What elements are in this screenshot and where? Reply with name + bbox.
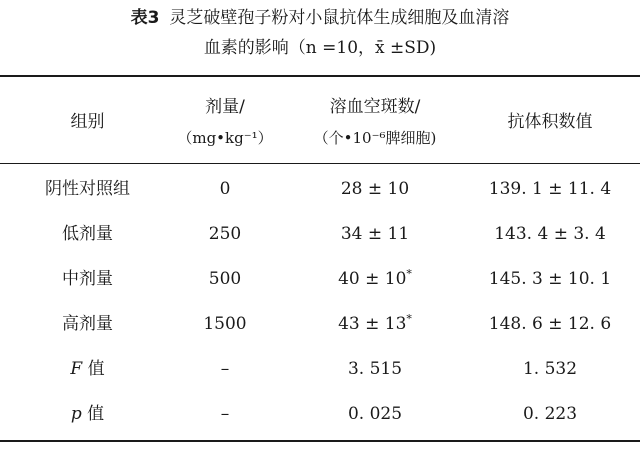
- row-5-plaque: 3. 515: [347, 359, 403, 379]
- row-3-antibody: 145. 3 ± 10. 1: [488, 269, 612, 289]
- row-3-plaque: 40 ± 10*: [338, 267, 412, 289]
- row-4-dose: 1500: [203, 314, 247, 334]
- table-top-rule: [0, 75, 640, 77]
- header-dose-title: 剂量/: [205, 97, 245, 117]
- row-6-antibody: 0. 223: [522, 404, 578, 424]
- row-5-antibody: 1. 532: [522, 359, 578, 379]
- row-5-dose: –: [220, 359, 230, 379]
- table-header-rule: [0, 163, 640, 164]
- table-caption-line2: [0, 38, 640, 58]
- table-title-line1: 灵芝破壁孢子粉对小鼠抗体生成细胞及血清溶: [169, 8, 510, 28]
- row-2-dose: 250: [208, 224, 242, 244]
- row-1-group: 阴性对照组: [45, 179, 130, 199]
- row-4-group: 高剂量: [62, 314, 113, 334]
- header-plaque-title: 溶血空斑数/: [329, 97, 421, 117]
- row-6-plaque: 0. 025: [347, 404, 403, 424]
- row-6-dose: –: [220, 404, 230, 424]
- row-2-antibody: 143. 4 ± 3. 4: [494, 224, 606, 244]
- table-label: 表3: [130, 8, 160, 28]
- row-1-plaque: 28 ± 10: [340, 179, 410, 199]
- row-4-antibody: 148. 6 ± 12. 6: [488, 314, 612, 334]
- table-caption-line1: [0, 8, 640, 28]
- row-5-group: F 值: [70, 359, 105, 379]
- table-stats-note: （n =10，x̄ ±SD): [288, 38, 437, 58]
- row-3-group: 中剂量: [62, 269, 113, 289]
- row-4-plaque: 43 ± 13*: [338, 312, 412, 334]
- header-antibody: 抗体积数值: [507, 112, 593, 132]
- header-group: 组别: [70, 112, 105, 132]
- row-2-plaque: 34 ± 11: [340, 224, 410, 244]
- row-1-dose: 0: [219, 179, 231, 199]
- table-title-line2: 血素的影响: [203, 38, 289, 58]
- row-3-dose: 500: [208, 269, 242, 289]
- header-dose-unit: （mg•kg⁻¹）: [177, 129, 273, 147]
- header-plaque-unit: （个•10⁻⁶脾细胞): [313, 129, 437, 147]
- row-6-group: p 值: [70, 404, 105, 424]
- row-1-antibody: 139. 1 ± 11. 4: [488, 179, 612, 199]
- row-2-group: 低剂量: [62, 224, 113, 244]
- table-bottom-rule: [0, 440, 640, 442]
